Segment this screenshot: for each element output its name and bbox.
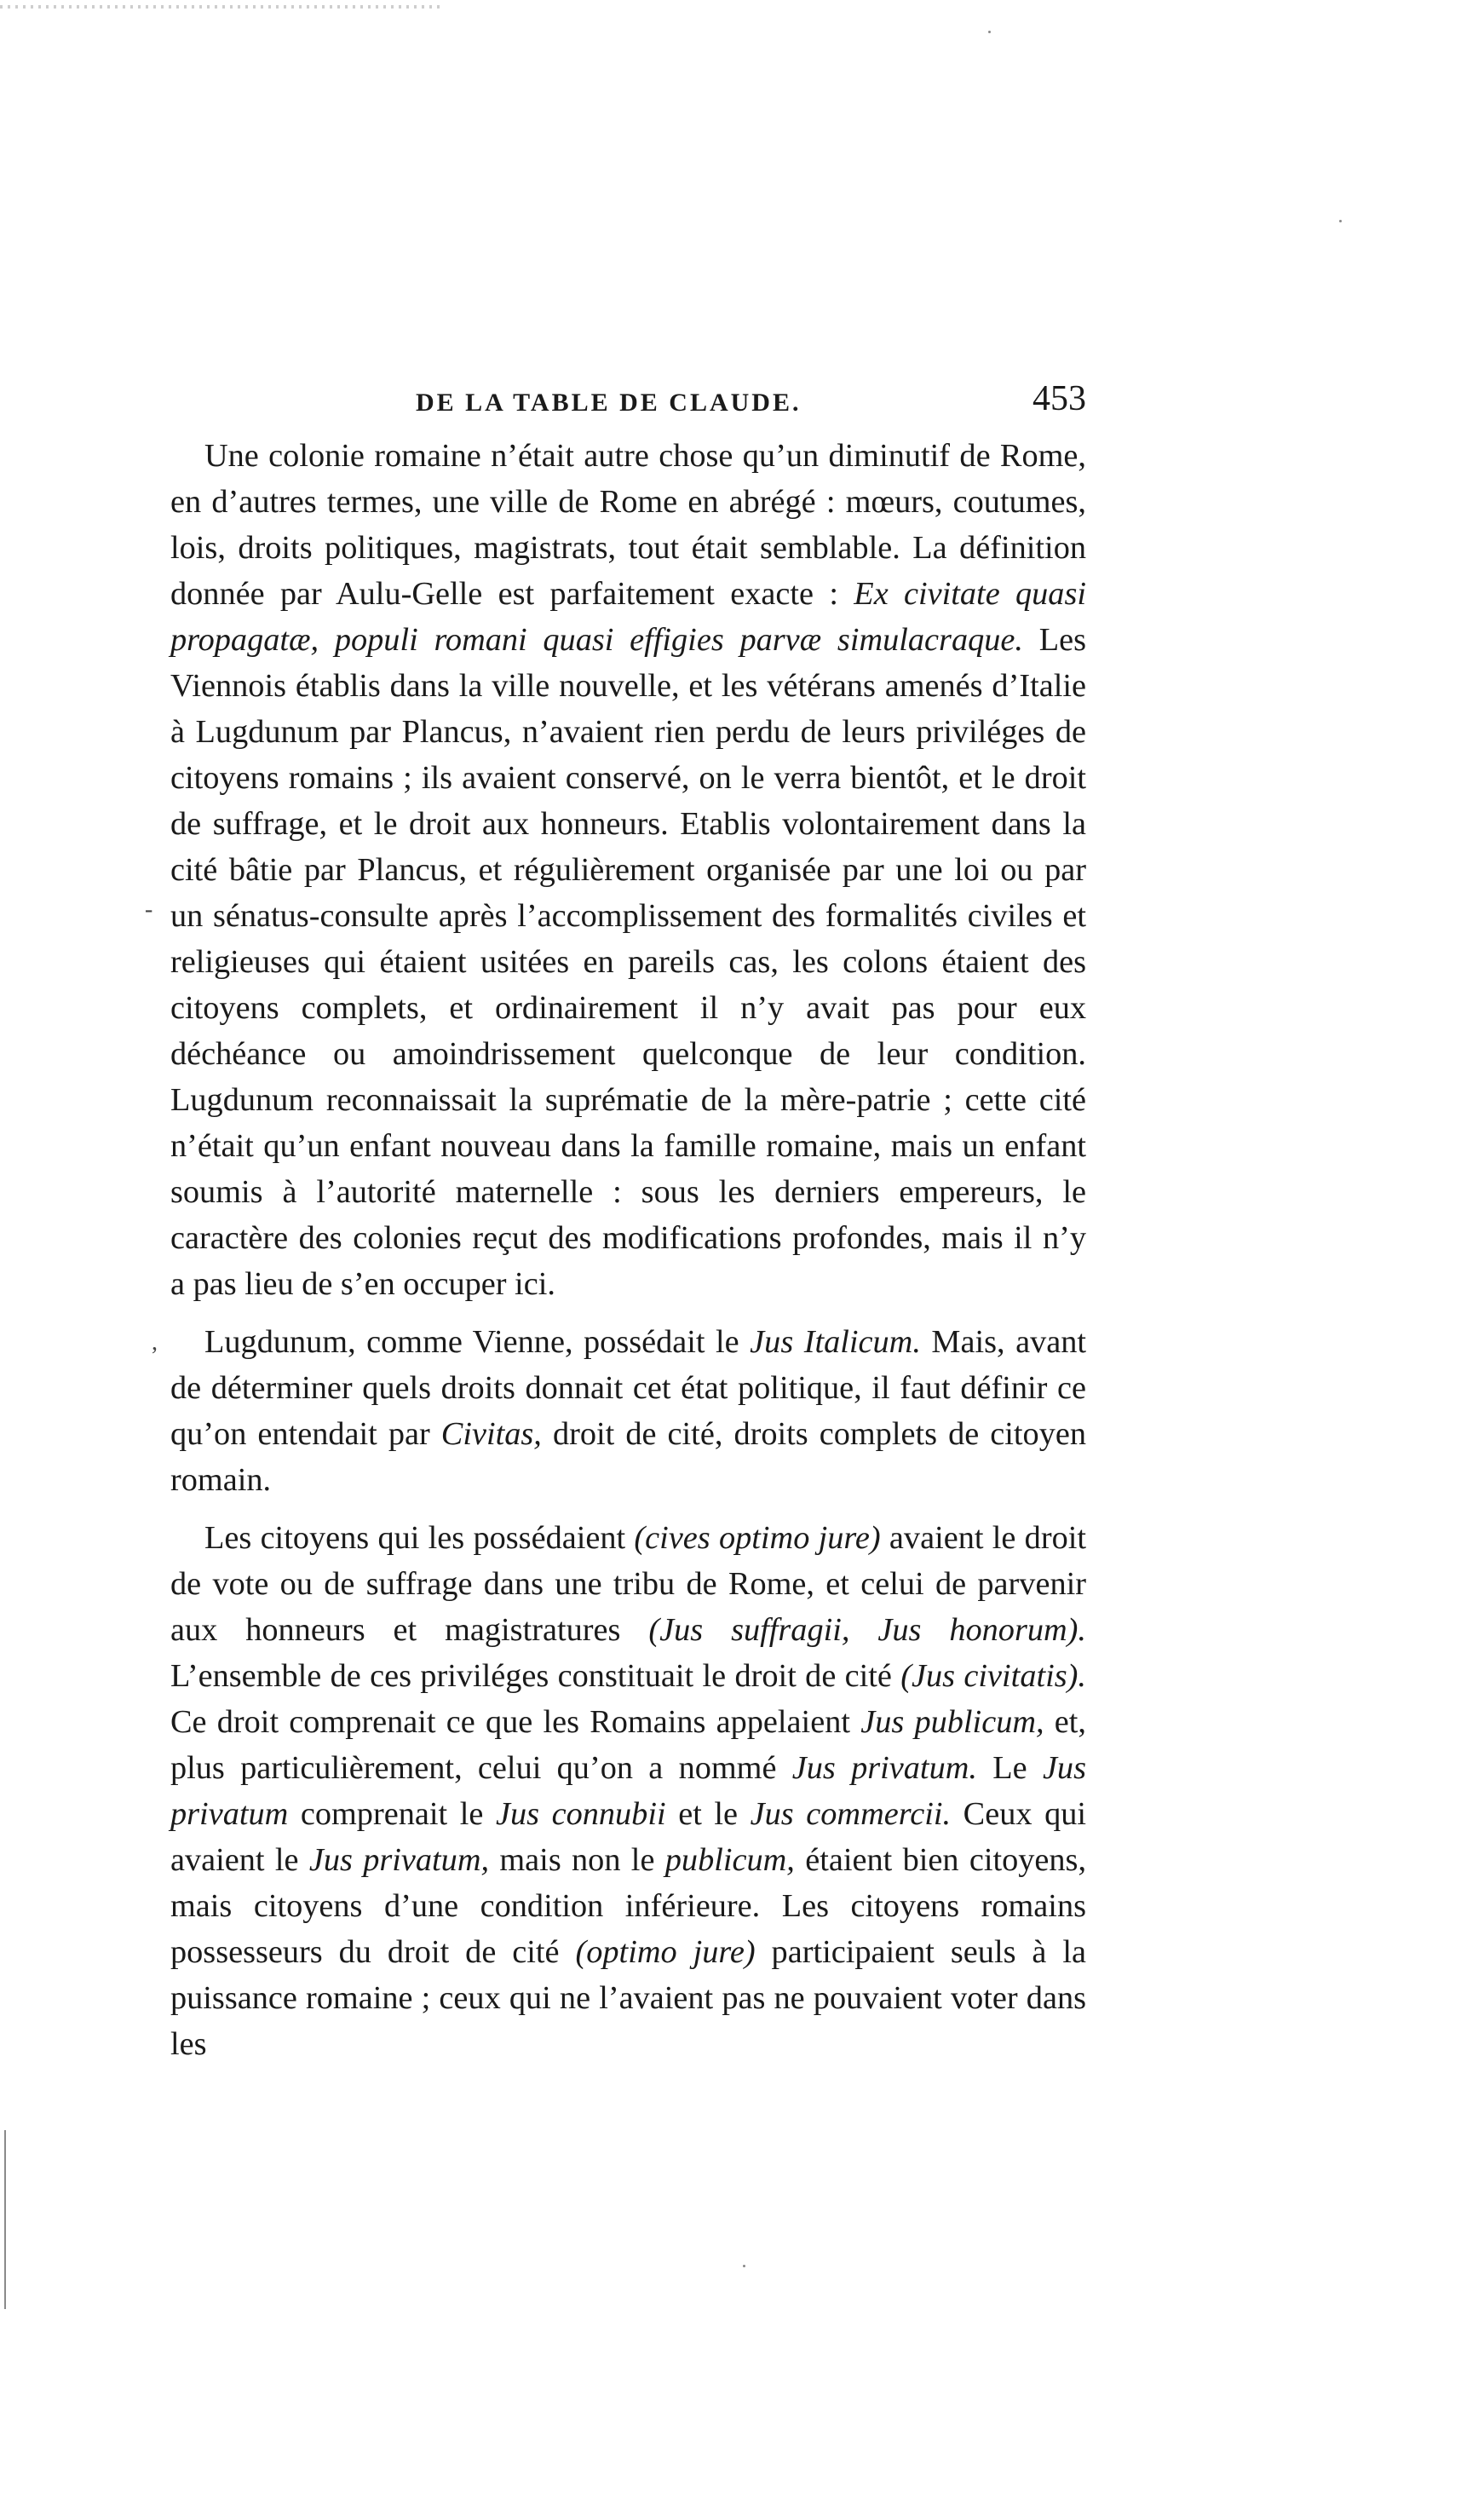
- italic-text: Civitas,: [440, 1416, 542, 1452]
- text-run: Le: [976, 1750, 1043, 1786]
- text-run: mais non le: [489, 1842, 665, 1878]
- text-run: Lugdunum, comme Vienne, possédait le: [204, 1324, 751, 1360]
- text-run: Les Viennois établis dans la ville nouvelle, et les vétérans amenés d’Italie à Lugdunum par Plancus, n’avaient rien perdu de leurs priviléges de citoyens romains ; ils avaient conservé, on le verra bientôt, et le droit de suffrage, et le droit aux honneurs. Etablis volontairement dans la cité bâtie par Plancus, et régulièrement organisée par une loi ou par un sénatus-consulte après l’accomplissement des formalités civiles et religieuses qui étaient usitées en pareils cas, les colons étaient des citoyens complets, et ordinairement il n’y avait pas pour eux déchéance ou amoindrissement quelconque de leur condition. Lugdunum reconnaissait la suprématie de la mère-patrie ; cette cité n’était qu’un enfant nouveau dans la famille romaine, mais un enfant soumis à l’autorité maternelle : sous les derniers empereurs, le caractère des colonies reçut des modifications profondes, mais il n’y a pas lieu de s’en occuper ici.: [170, 622, 1086, 1302]
- italic-text: (cives optimo jure): [634, 1520, 881, 1556]
- paragraph: [170, 1319, 1086, 1503]
- text-run: droit de cité, droits complets de citoyen romain.: [170, 1416, 1086, 1498]
- body-text: [170, 433, 1086, 2067]
- text-run: et, plus particulièrement, celui qu’on a nommé: [170, 1704, 1087, 1786]
- text-run: L’ensemble de ces priviléges constituait le droit de cité: [170, 1658, 901, 1694]
- text-run: Ceux qui avaient le: [170, 1796, 1087, 1878]
- italic-text: (Jus suffragii, Jus honorum).: [648, 1612, 1086, 1648]
- scan-speck: [1339, 220, 1342, 222]
- text-run: avaient le droit de vote ou de suffrage dans une tribu de Rome, et celui de parvenir aux honneurs et magistratures: [170, 1520, 1086, 1648]
- paragraph: [170, 433, 1086, 1307]
- running-title: DE LA TABLE DE CLAUDE.: [416, 389, 802, 417]
- margin-dash-mark: -: [145, 896, 153, 923]
- text-run: Les citoyens qui les possédaient: [204, 1520, 635, 1556]
- italic-text: Jus commercii.: [750, 1796, 952, 1832]
- text-run: étaient bien citoyens, mais citoyens d’une condition inférieure. Les citoyens romains possesseurs du droit de cité: [170, 1842, 1087, 1970]
- italic-text: Jus privatum: [170, 1750, 1086, 1832]
- text-run: participaient seuls à la puissance romaine ; ceux qui ne l’avaient pas ne pouvaient voter dans les: [170, 1934, 1087, 2062]
- italic-text: Jus Italicum.: [750, 1324, 921, 1360]
- italic-text: Jus publicum,: [860, 1704, 1044, 1740]
- page-number: 453: [1032, 379, 1086, 418]
- text-run: Mais, avant de déterminer quels droits donnait cet état politique, il faut définir ce qu’on entendait par: [170, 1324, 1087, 1452]
- italic-text: (Jus civitatis).: [900, 1658, 1086, 1694]
- italic-text: Ex civitate quasi propagatæ, populi romani quasi effigies parvæ simulacraque.: [170, 576, 1086, 658]
- text-run: et le: [665, 1796, 751, 1832]
- paragraph: [170, 1515, 1086, 2067]
- italic-text: publicum,: [664, 1842, 795, 1878]
- running-head: [170, 373, 1086, 433]
- scan-speck: [988, 31, 991, 33]
- italic-text: Jus privatum.: [791, 1750, 977, 1786]
- margin-comma-mark: ,: [152, 1329, 158, 1356]
- italic-text: Jus connubii: [495, 1796, 666, 1832]
- text-run: Une colonie romaine n’était autre chose qu’un diminutif de Rome, en d’autres termes, une ville de Rome en abrégé : mœurs, coutumes, lois, droits politiques, magistrats, tout était semblable. La définition donnée par Aulu-Gelle est parfaitement exacte :: [170, 438, 1086, 612]
- italic-text: (optimo jure): [575, 1934, 756, 1970]
- italic-text: Jus privatum,: [308, 1842, 490, 1878]
- scan-left-rule: [4, 2130, 6, 2309]
- scan-edge-mark: [0, 5, 443, 9]
- book-page: [170, 373, 1086, 2067]
- text-run: Ce droit comprenait ce que les Romains appelaient: [170, 1704, 861, 1740]
- text-run: comprenait le: [288, 1796, 496, 1832]
- scan-speck: [743, 2265, 745, 2267]
